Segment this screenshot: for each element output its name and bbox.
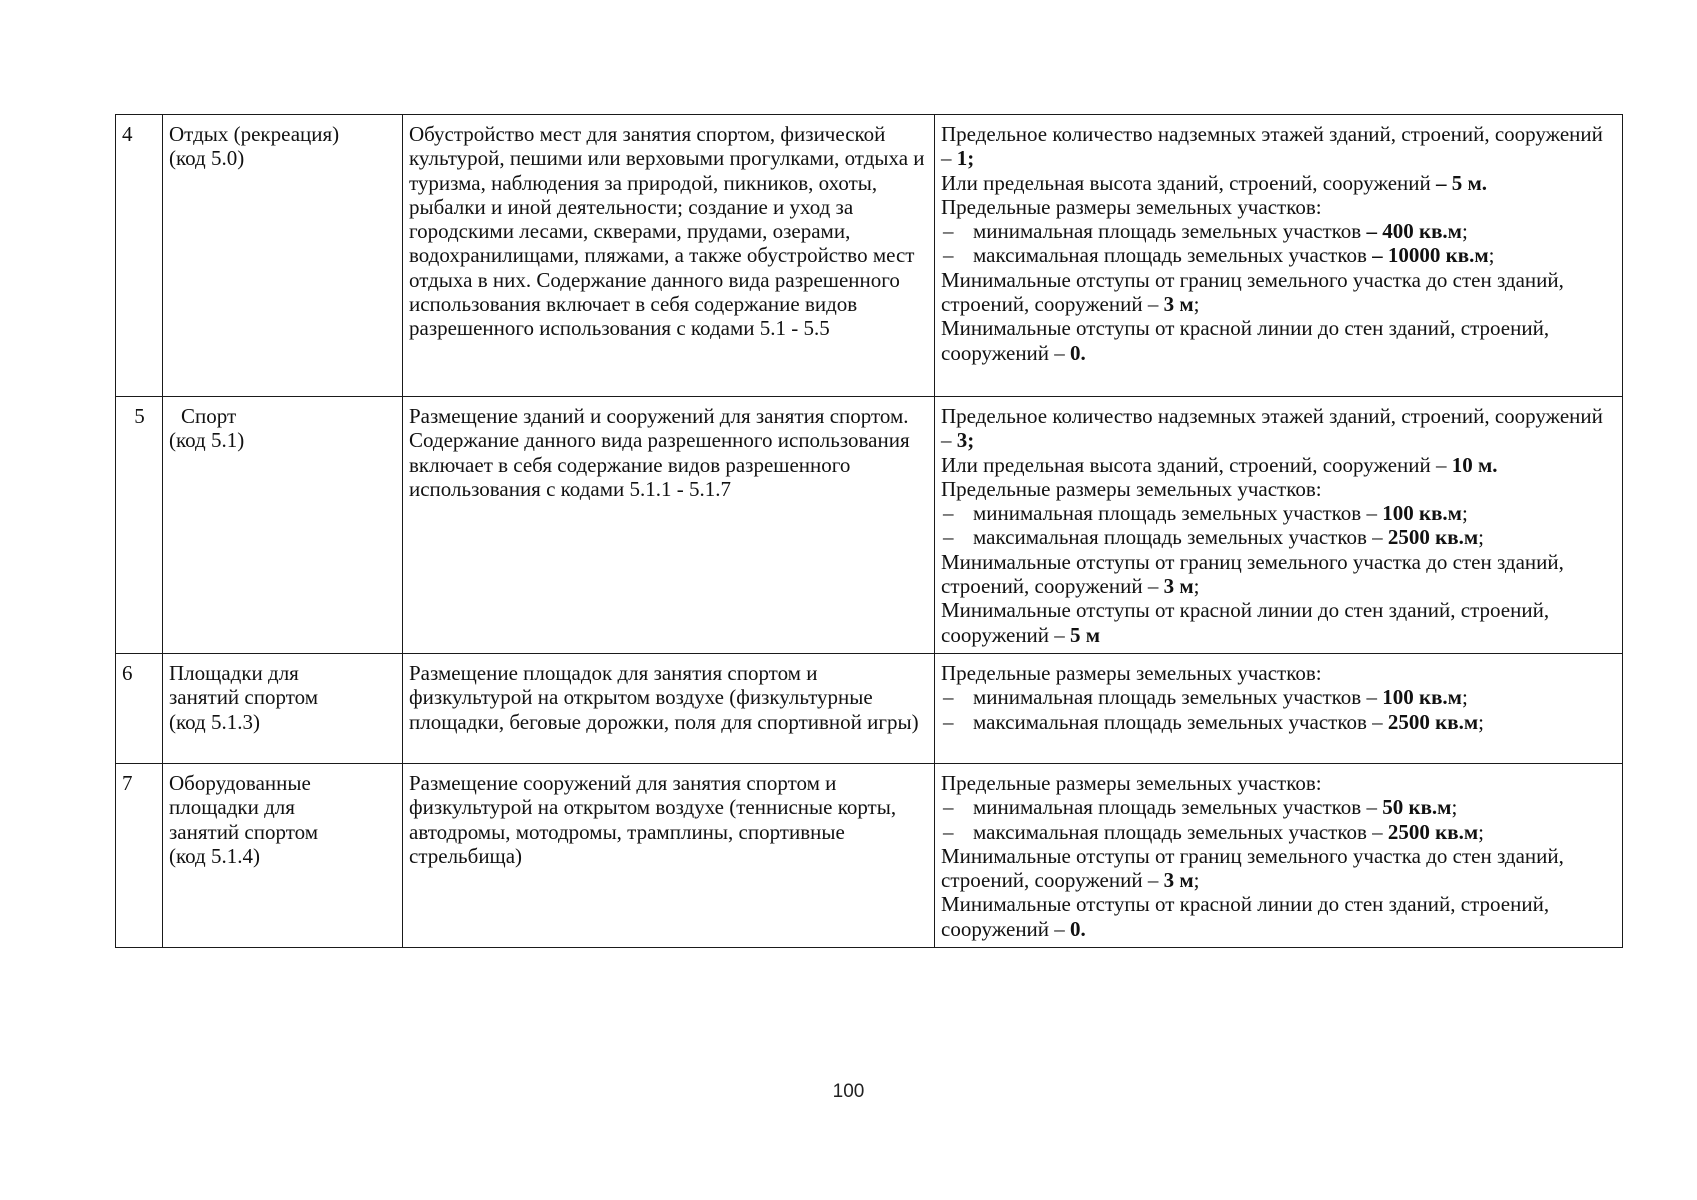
- land-use-name: Спорт (код 5.1): [163, 397, 403, 654]
- parameter-line: Предельные размеры земельных участков:: [941, 476, 1322, 501]
- parameter-line: Минимальные отступы от красной линии до стен зданий, строений, сооружений – 5 м: [941, 598, 1550, 647]
- list-dash: –: [943, 525, 954, 550]
- land-use-parameters: [935, 764, 1623, 948]
- land-use-name: Площадки для занятий спортом (код 5.1.3): [163, 654, 403, 764]
- parameter-line: Предельные размеры земельных участков:: [941, 771, 1322, 795]
- list-dash: –: [943, 219, 954, 244]
- parameter-line: Минимальные отступы от красной линии до стен зданий, строений, сооружений – 0.: [941, 892, 1550, 941]
- parameter-line: – максимальная площадь земельных участков – 2500 кв.м;: [943, 525, 1485, 550]
- parameter-line: Предельные размеры земельных участков:: [941, 194, 1322, 219]
- parameter-line: – максимальная площадь земельных участков – 2500 кв.м;: [943, 709, 1485, 734]
- table-row: [116, 764, 1623, 948]
- list-dash: –: [943, 819, 954, 844]
- land-use-description: Размещение площадок для занятия спортом и физкультурой на открытом воздухе (физкультурные площадки, беговые дорожки, поля для спортивной игры): [403, 654, 935, 764]
- table-row: [116, 397, 1623, 654]
- parameter-line: – минимальная площадь земельных участков – 50 кв.м;: [943, 795, 1458, 820]
- row-number: 6: [116, 654, 163, 764]
- parameter-line: Предельное количество надземных этажей зданий, строений, сооружений – 1;: [941, 122, 1603, 171]
- parameter-line: Минимальные отступы от границ земельного участка до стен зданий, строений, сооружений – 3 м;: [941, 549, 1564, 599]
- parameter-line: Минимальные отступы от красной линии до стен зданий, строений, сооружений – 0.: [941, 316, 1550, 365]
- parameter-line: Предельное количество надземных этажей зданий, строений, сооружений – 3;: [941, 404, 1603, 453]
- parameter-line: Минимальные отступы от границ земельного участка до стен зданий, строений, сооружений – 3 м;: [941, 843, 1564, 893]
- list-dash: –: [943, 795, 954, 820]
- parameter-line: Предельные размеры земельных участков:: [941, 661, 1322, 685]
- parameter-line: – минимальная площадь земельных участков – 100 кв.м;: [943, 501, 1468, 526]
- parameter-line: Или предельная высота зданий, строений, сооружений – 10 м.: [941, 452, 1498, 477]
- parameter-line: – минимальная площадь земельных участков – 400 кв.м;: [943, 219, 1468, 244]
- land-use-name: Отдых (рекреация) (код 5.0): [163, 115, 403, 397]
- table-row: [116, 115, 1623, 397]
- land-use-name: Оборудованные площадки для занятий спортом (код 5.1.4): [163, 764, 403, 948]
- parameter-line: – максимальная площадь земельных участков – 10000 кв.м;: [943, 243, 1495, 268]
- page-number: 100: [832, 1081, 865, 1102]
- list-dash: –: [943, 501, 954, 526]
- parameter-line: – минимальная площадь земельных участков – 100 кв.м;: [943, 685, 1468, 710]
- land-use-parameters: [935, 654, 1623, 764]
- land-use-description: Размещение сооружений для занятия спортом и физкультурой на открытом воздухе (теннисные корты, автодромы, мотодромы, трамплины, спортивные стрельбища): [403, 764, 935, 948]
- table-row: [116, 654, 1623, 764]
- land-use-regulations-table: [115, 114, 1623, 948]
- list-dash: –: [943, 243, 954, 268]
- parameter-line: Или предельная высота зданий, строений, сооружений – 5 м.: [941, 170, 1488, 195]
- parameter-line: Минимальные отступы от границ земельного участка до стен зданий, строений, сооружений – 3 м;: [941, 267, 1564, 317]
- land-use-parameters: [935, 397, 1623, 654]
- list-dash: –: [943, 709, 954, 734]
- land-use-description: Обустройство мест для занятия спортом, физической культурой, пешими или верховыми прогулками, отдыха и туризма, наблюдения за природой, пикников, охоты, рыбалки и иной деятельности; создание и уход за городскими лесами, скверами, прудами, озерами, водохранилищами, пляжами, а также обустройство мест отдыха в них. Содержание данного вида разрешенного использования включает в себя содержание видов разрешенного использования с кодами 5.1 - 5.5: [403, 115, 935, 397]
- row-number: 5: [116, 397, 163, 654]
- row-number: 4: [116, 115, 163, 397]
- land-use-parameters: [935, 115, 1623, 397]
- land-use-description: Размещение зданий и сооружений для занятия спортом. Содержание данного вида разрешенного использования включает в себя содержание видов разрешенного использования с кодами 5.1.1 - 5.1.7: [403, 397, 935, 654]
- list-dash: –: [943, 685, 954, 710]
- parameter-line: – максимальная площадь земельных участков – 2500 кв.м;: [943, 819, 1485, 844]
- row-number: 7: [116, 764, 163, 948]
